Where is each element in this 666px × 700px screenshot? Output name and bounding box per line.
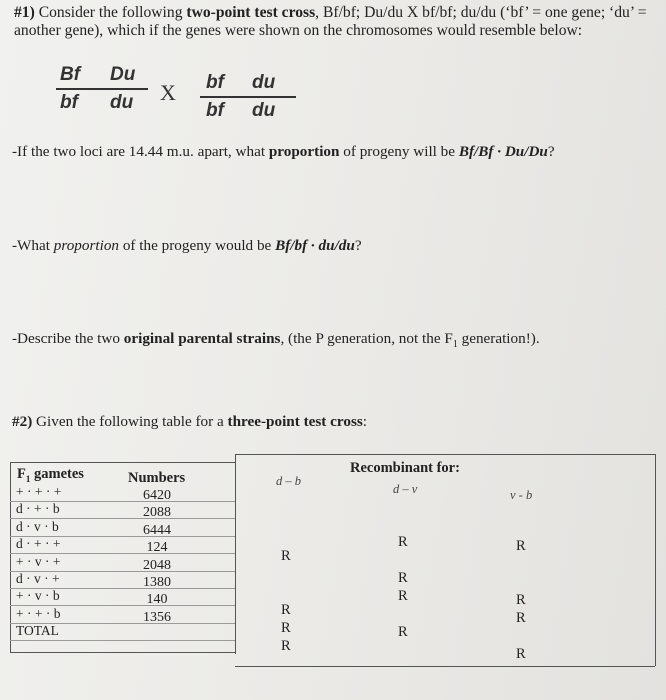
table-bottom-line-right <box>235 666 655 667</box>
number-cell: 124 <box>146 540 168 555</box>
question-1-part-b: -What proportion of the progeny would be Bf/bf · du/du? <box>12 237 362 254</box>
gamete-cell: + · + · + <box>16 484 62 499</box>
gamete-cell: d · v · + <box>16 571 60 586</box>
gamete-cell: d · + · b <box>16 501 60 516</box>
left-top-allele-2: Du <box>110 64 136 85</box>
right-chromosome-bar <box>200 96 296 98</box>
right-top-allele-2: du <box>252 72 276 93</box>
number-cell: 1380 <box>143 575 171 590</box>
gamete-cell: d · v · b <box>16 519 59 534</box>
gamete-cell: + · v · + <box>16 554 61 569</box>
header-recombinant: Recombinant for: <box>350 460 460 476</box>
recombinant-mark-dv: R <box>398 570 408 586</box>
recombinant-mark-vb: R <box>516 592 526 608</box>
table-top-line-left <box>10 462 235 463</box>
question-1-number: #1) <box>14 4 35 21</box>
header-gametes: $F_1$ gametes <box>17 466 84 484</box>
question-1-part-a: -If the two loci are 14.44 m.u. apart, what proportion of progeny will be Bf/Bf · Du/Du? <box>12 143 555 160</box>
gamete-cell: + · + · b <box>16 606 61 621</box>
subheader-d-b: d – b <box>276 474 301 488</box>
question-1-bold: two-point test cross <box>186 4 316 21</box>
cross-symbol: X <box>160 80 176 105</box>
number-cell: 6444 <box>143 523 171 538</box>
table-bottom-line-left <box>10 652 235 653</box>
gamete-cell: + · v · b <box>16 588 60 603</box>
subheader-d-v: d – v <box>393 482 418 496</box>
question-1-intro <box>14 4 659 40</box>
recombinant-mark-db: R <box>281 620 291 636</box>
question-1-part-c: -Describe the two original parental strains, (the P generation, not the $F_1$ generation!). <box>12 330 540 351</box>
number-cell: 2048 <box>143 558 171 573</box>
left-bottom-allele-1: bf <box>60 92 78 113</box>
gamete-cell: TOTAL <box>16 623 59 638</box>
table-right-border <box>655 454 656 666</box>
number-cell: 6420 <box>143 488 171 503</box>
subheader-v-b: v - b <box>510 488 533 502</box>
recombinant-mark-vb: R <box>516 538 526 554</box>
question-2-intro: #2) Given the following table for a three-point test cross: <box>12 413 368 430</box>
left-top-allele-1: Bf <box>60 64 81 85</box>
left-chromosome-bar <box>56 88 148 90</box>
recombinant-mark-dv: R <box>398 534 408 550</box>
number-cell: 2088 <box>143 505 171 520</box>
recombinant-mark-dv: R <box>398 624 408 640</box>
recombinant-mark-dv: R <box>398 588 408 604</box>
question-1-text-b: , Bf/bf; Du/du X bf/bf; du/du (‘bf’ = one gene; ‘du’ = another gene), which if the genes were shown on the chromosomes would resemble below: <box>14 4 647 39</box>
right-top-allele-1: bf <box>206 72 224 93</box>
row-divider <box>10 640 235 641</box>
left-bottom-allele-2: du <box>110 92 134 113</box>
header-numbers: Numbers <box>128 470 186 486</box>
number-cell: 140 <box>146 592 168 607</box>
recombinant-mark-db: R <box>281 548 291 564</box>
recombinant-mark-vb: R <box>516 646 526 662</box>
right-bottom-allele-1: bf <box>206 100 224 121</box>
table-top-line-right <box>235 454 655 455</box>
recombinant-mark-db: R <box>281 638 291 654</box>
gamete-cell: d · + · + <box>16 536 61 551</box>
recombinant-mark-db: R <box>281 602 291 618</box>
table-divider <box>235 454 236 654</box>
right-bottom-allele-2: du <box>252 100 276 121</box>
question-1-text-a: Consider the following <box>34 4 187 21</box>
number-cell: 1356 <box>143 610 171 625</box>
recombinant-mark-vb: R <box>516 610 526 626</box>
